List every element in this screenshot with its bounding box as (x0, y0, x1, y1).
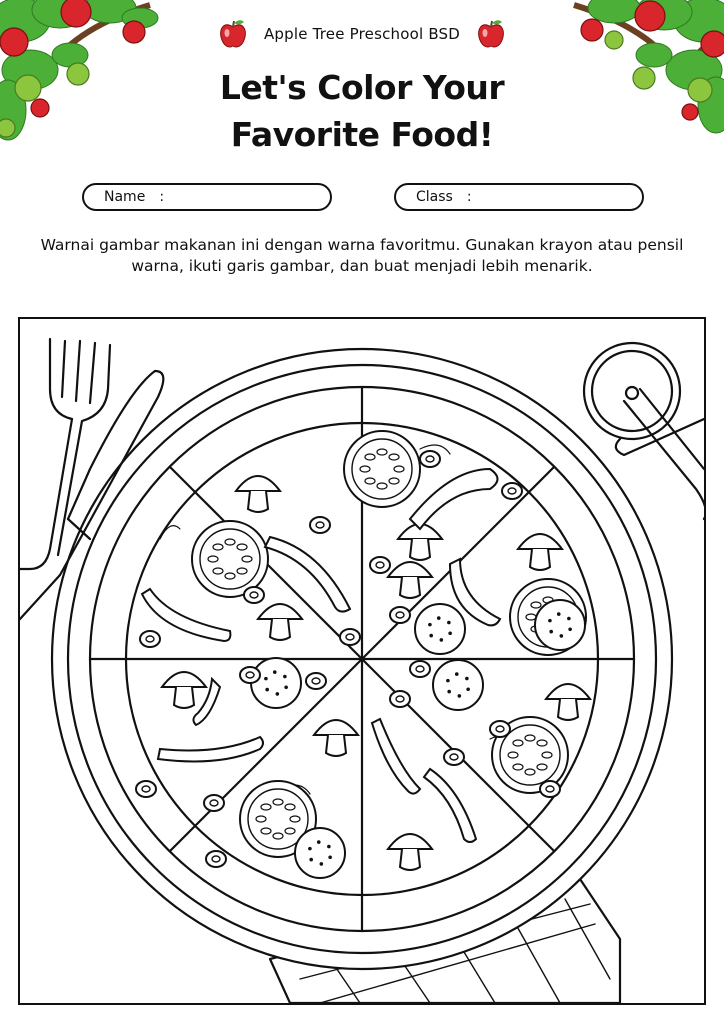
tomato-seed (377, 449, 387, 455)
olive-hole (316, 522, 324, 528)
tomato-seed (526, 614, 536, 620)
olive-hole (250, 592, 258, 598)
tomato-seed (213, 544, 223, 550)
pepperoni-dot (567, 617, 571, 621)
tomato-seed (513, 764, 523, 770)
tomato-seed (237, 568, 247, 574)
pepperoni-dot (568, 627, 572, 631)
pepperoni-dot (320, 862, 324, 866)
pepperoni-topping (251, 658, 301, 708)
class-field[interactable] (394, 183, 644, 211)
olive-hole (142, 786, 150, 792)
name-field[interactable] (82, 183, 332, 211)
pepperoni-dot (458, 694, 462, 698)
mushroom-stem (558, 699, 578, 720)
tomato-seed (513, 740, 523, 746)
tomato-seed (377, 483, 387, 489)
pepperoni-dot (447, 690, 451, 694)
pepperoni-dot (455, 672, 459, 676)
mushroom-stem (270, 619, 290, 640)
tomato-seed (225, 573, 235, 579)
tomato-seed (273, 833, 283, 839)
olive-hole (312, 678, 320, 684)
tomato-seed (208, 556, 218, 562)
pepperoni-topping (415, 604, 465, 654)
pepperoni-topping (535, 600, 585, 650)
tomato-seed (365, 454, 375, 460)
olive-hole (210, 800, 218, 806)
pepperoni-dot (264, 677, 268, 681)
tomato-seed (360, 466, 370, 472)
tomato-seed (508, 752, 518, 758)
school-header (0, 18, 724, 50)
pepperoni-dot (284, 685, 288, 689)
pepperoni-dot (328, 855, 332, 859)
tomato-seed (537, 764, 547, 770)
tomato-seed (290, 816, 300, 822)
pepperoni-dot (429, 634, 433, 638)
tomato-seed (225, 539, 235, 545)
pepperoni-dot (273, 670, 277, 674)
apple-icon (218, 18, 248, 50)
name-label: Name (104, 189, 146, 205)
olive-hole (416, 666, 424, 672)
mushroom-stem (174, 687, 194, 708)
pepperoni-dot (265, 688, 269, 692)
olive-hole (346, 634, 354, 640)
olive-hole (426, 456, 434, 462)
olive-hole (246, 672, 254, 678)
pizza-coloring-page (20, 319, 704, 1003)
title-line-2: Favorite Food! (230, 115, 494, 154)
pepperoni-dot (448, 631, 452, 635)
pepperoni-dot (440, 638, 444, 642)
tomato-seed (261, 828, 271, 834)
olive-hole (396, 696, 404, 702)
olive-hole (450, 754, 458, 760)
class-label: Class (416, 189, 453, 205)
tomato-seed (237, 544, 247, 550)
pepperoni-dot (560, 634, 564, 638)
pepperoni-dot (549, 630, 553, 634)
pepperoni-dot (276, 692, 280, 696)
mushroom-stem (530, 549, 550, 570)
olive-hole (146, 636, 154, 642)
mushroom-stem (326, 735, 346, 756)
olive-hole (396, 612, 404, 618)
class-separator: : (466, 189, 472, 205)
pepperoni-topping (295, 828, 345, 878)
title-line-1: Let's Color Your (219, 68, 505, 107)
mushroom-stem (400, 849, 420, 870)
tomato-seed (394, 466, 404, 472)
coloring-area[interactable] (18, 317, 706, 1005)
olive-hole (212, 856, 220, 862)
pepperoni-dot (437, 616, 441, 620)
tomato-seed (389, 454, 399, 460)
pepperoni-dot (466, 687, 470, 691)
tomato-seed (213, 568, 223, 574)
tomato-seed (525, 769, 535, 775)
pepperoni-dot (327, 845, 331, 849)
pepperoni-dot (465, 677, 469, 681)
mushroom-stem (400, 577, 420, 598)
tomato-seed (525, 735, 535, 741)
page-title (0, 64, 724, 158)
tomato-seed (365, 478, 375, 484)
pepperoni-dot (309, 858, 313, 862)
tomato-seed (273, 799, 283, 805)
pepperoni-dot (548, 619, 552, 623)
olive-hole (496, 726, 504, 732)
school-name: Apple Tree Preschool BSD (263, 25, 461, 43)
olive-hole (508, 488, 516, 494)
tomato-seed (256, 816, 266, 822)
tomato-seed (542, 752, 552, 758)
mushroom-stem (248, 491, 268, 512)
tomato-seed (285, 804, 295, 810)
pepperoni-topping (433, 660, 483, 710)
pepperoni-dot (557, 612, 561, 616)
pepperoni-dot (446, 679, 450, 683)
pepperoni-dot (447, 621, 451, 625)
tomato-seed (531, 602, 541, 608)
tomato-seed (285, 828, 295, 834)
mushroom-stem (410, 539, 430, 560)
tomato-seed (537, 740, 547, 746)
pepperoni-dot (308, 847, 312, 851)
olive-hole (546, 786, 554, 792)
tomato-seed (261, 804, 271, 810)
pepperoni-dot (283, 675, 287, 679)
name-separator: : (159, 189, 165, 205)
olive-hole (376, 562, 384, 568)
pepperoni-dot (428, 623, 432, 627)
apple-icon (476, 18, 506, 50)
pepperoni-dot (317, 840, 321, 844)
instructions-text: Warnai gambar makanan ini dengan warna favoritmu. Gunakan krayon atau pensil warna, ikuti garis gambar, dan buat menjadi lebih menarik. (40, 236, 684, 275)
tomato-seed (389, 478, 399, 484)
tomato-seed (242, 556, 252, 562)
